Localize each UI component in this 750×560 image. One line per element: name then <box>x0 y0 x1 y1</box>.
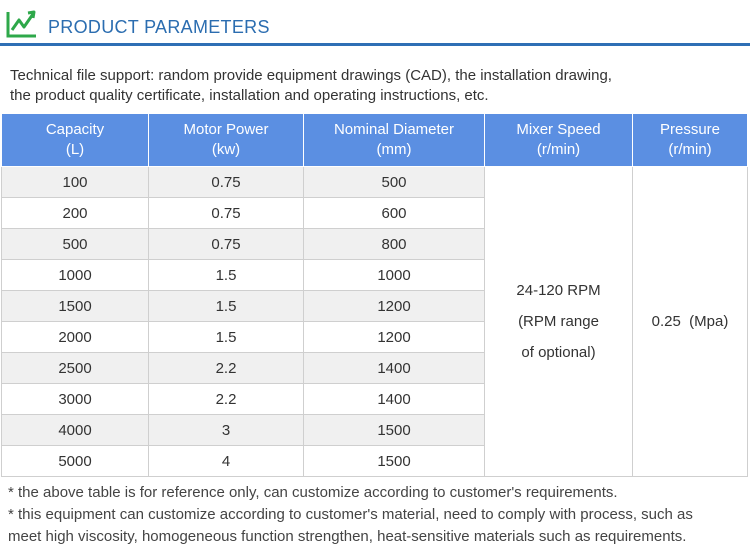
cell-motor-power: 1.5 <box>149 260 304 291</box>
cell-motor-power: 1.5 <box>149 291 304 322</box>
cell-capacity: 100 <box>2 167 149 198</box>
table-header-row <box>2 114 748 167</box>
cell-motor-power: 0.75 <box>149 167 304 198</box>
cell-motor-power: 2.2 <box>149 384 304 415</box>
intro-text <box>10 66 740 106</box>
cell-motor-power: 4 <box>149 446 304 477</box>
cell-capacity: 2500 <box>2 353 149 384</box>
cell-capacity: 4000 <box>2 415 149 446</box>
page-header <box>0 0 750 52</box>
footnote: meet high viscosity, homogeneous function strengthen, heat-sensitive materials such as requirements. <box>8 528 687 545</box>
cell-mixer-speed: 24-120 RPM (RPM range of optional) <box>485 167 633 477</box>
page-title: PRODUCT PARAMETERS <box>48 17 270 37</box>
cell-pressure: 0.25 (Mpa) <box>633 167 748 477</box>
cell-motor-power: 0.75 <box>149 229 304 260</box>
intro-line: Technical file support: random provide equipment drawings (CAD), the installation drawing, <box>10 67 612 84</box>
intro-line: the product quality certificate, installation and operating instructions, etc. <box>10 87 489 104</box>
cell-capacity: 200 <box>2 198 149 229</box>
column-header-pressure: Pressure (r/min) <box>633 114 748 167</box>
cell-capacity: 5000 <box>2 446 149 477</box>
cell-nominal-diameter: 500 <box>304 167 485 198</box>
cell-motor-power: 0.75 <box>149 198 304 229</box>
footnote: * the above table is for reference only, can customize according to customer's requirements. <box>8 484 618 501</box>
table-row <box>2 167 748 198</box>
cell-motor-power: 2.2 <box>149 353 304 384</box>
cell-motor-power: 1.5 <box>149 322 304 353</box>
cell-capacity: 1000 <box>2 260 149 291</box>
cell-nominal-diameter: 1400 <box>304 353 485 384</box>
cell-motor-power: 3 <box>149 415 304 446</box>
cell-nominal-diameter: 1000 <box>304 260 485 291</box>
cell-capacity: 1500 <box>2 291 149 322</box>
column-header-nominal-diameter: Nominal Diameter (mm) <box>304 114 485 167</box>
cell-nominal-diameter: 1200 <box>304 291 485 322</box>
cell-capacity: 2000 <box>2 322 149 353</box>
cell-nominal-diameter: 1500 <box>304 446 485 477</box>
cell-nominal-diameter: 600 <box>304 198 485 229</box>
parameters-table <box>1 113 748 477</box>
company-logo-icon <box>6 8 40 38</box>
cell-nominal-diameter: 1500 <box>304 415 485 446</box>
cell-nominal-diameter: 1200 <box>304 322 485 353</box>
column-header-mixer-speed: Mixer Speed (r/min) <box>485 114 633 167</box>
footnote: * this equipment can customize according to customer's material, need to comply with process, such as <box>8 506 693 523</box>
column-header-capacity: Capacity (L) <box>2 114 149 167</box>
cell-nominal-diameter: 800 <box>304 229 485 260</box>
header-divider <box>0 43 750 46</box>
cell-capacity: 3000 <box>2 384 149 415</box>
footnotes <box>8 482 748 548</box>
cell-nominal-diameter: 1400 <box>304 384 485 415</box>
cell-capacity: 500 <box>2 229 149 260</box>
column-header-motor-power: Motor Power (kw) <box>149 114 304 167</box>
